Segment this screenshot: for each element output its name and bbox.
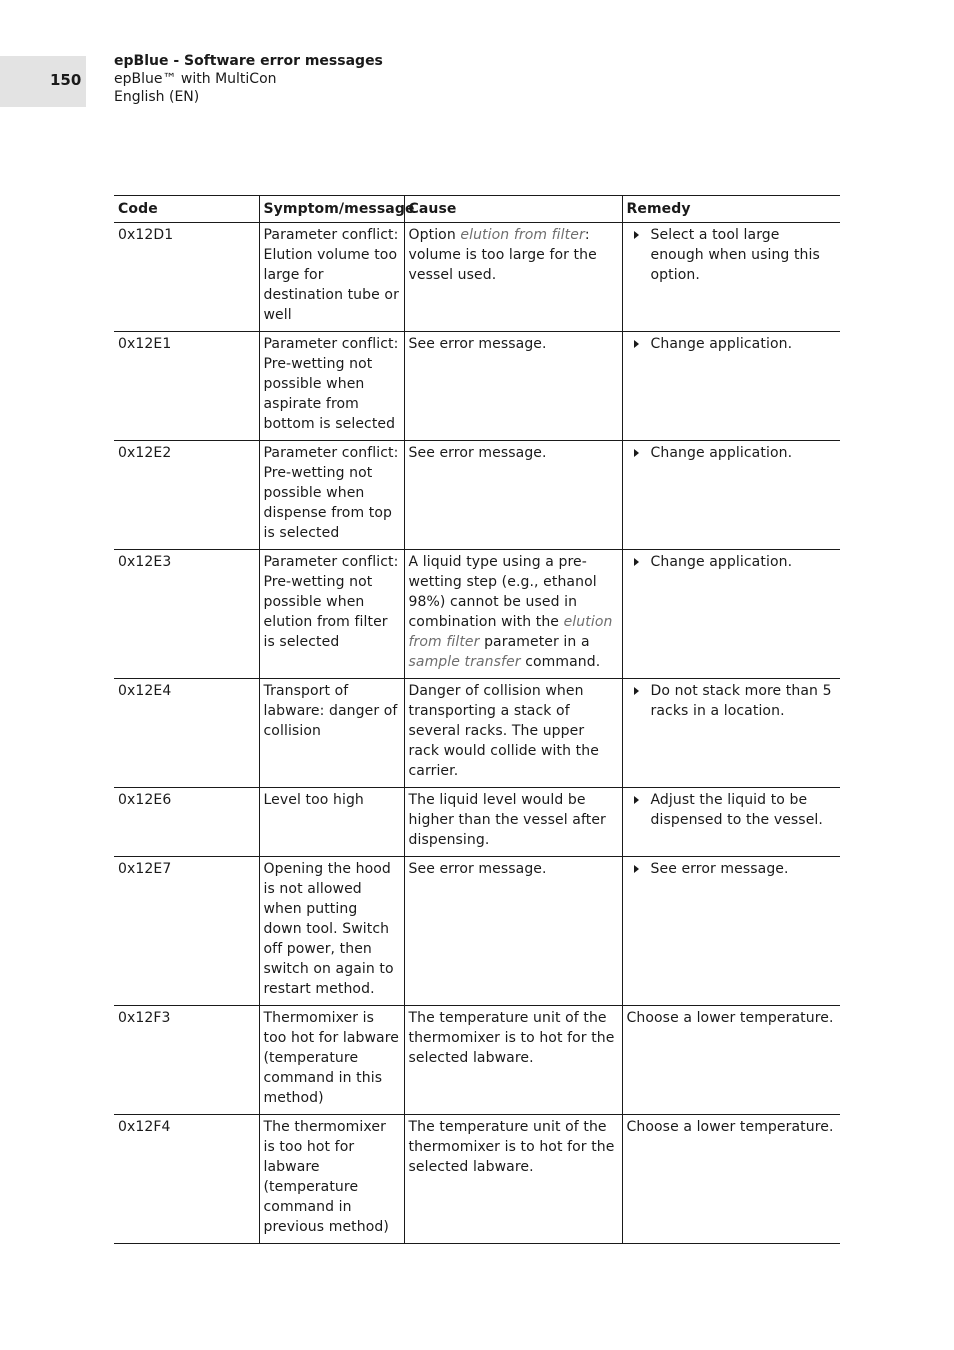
remedy-text: Adjust the liquid to be dispensed to the vessel.: [650, 792, 823, 828]
cause-cell: [404, 857, 622, 1006]
remedy-cell: [622, 788, 840, 857]
remedy-text: Change application.: [650, 336, 793, 352]
error-code-cell: 0x12F3: [114, 1006, 259, 1115]
symptom-cell: Transport of labware: danger of collision: [259, 679, 404, 788]
remedy-cell: [622, 679, 840, 788]
table-row: [114, 223, 840, 332]
cause-text: The liquid level would be higher than the vessel after dispensing.: [408, 792, 606, 848]
error-code-cell: 0x12E2: [114, 441, 259, 550]
table-row: [114, 1115, 840, 1244]
column-header-code: Code: [114, 196, 259, 223]
table-row: [114, 857, 840, 1006]
remedy-text: Change application.: [650, 554, 793, 570]
triangle-bullet-icon: [634, 449, 639, 457]
header-language: English (EN): [114, 89, 200, 105]
remedy-cell: [622, 223, 840, 332]
cause-cell: [404, 223, 622, 332]
error-code-cell: 0x12E6: [114, 788, 259, 857]
remedy-text: Do not stack more than 5 racks in a location.: [650, 683, 832, 719]
table-row: [114, 550, 840, 679]
cause-text: See error message.: [408, 861, 547, 877]
remedy-step: [627, 790, 837, 830]
column-header-cause: Cause: [404, 196, 622, 223]
cause-cell: [404, 679, 622, 788]
cause-text: The temperature unit of the thermomixer is to hot for the selected labware.: [408, 1010, 615, 1066]
error-messages-table: [114, 195, 840, 1244]
triangle-bullet-icon: [634, 558, 639, 566]
remedy-cell: [622, 857, 840, 1006]
triangle-bullet-icon: [634, 865, 639, 873]
symptom-cell: Thermomixer is too hot for labware (temperature command in this method): [259, 1006, 404, 1115]
remedy-cell: Choose a lower temperature.: [622, 1115, 840, 1244]
table-row: [114, 788, 840, 857]
running-header: [114, 52, 383, 106]
cause-text: Option: [408, 227, 461, 243]
error-code-cell: 0x12E4: [114, 679, 259, 788]
remedy-step: [627, 681, 837, 721]
remedy-cell: Choose a lower temperature.: [622, 1006, 840, 1115]
triangle-bullet-icon: [634, 231, 639, 239]
column-header-symptom: Symptom/message: [259, 196, 404, 223]
symptom-cell: Opening the hood is not allowed when putting down tool. Switch off power, then switch on again to restart method.: [259, 857, 404, 1006]
table-row: [114, 1006, 840, 1115]
cause-parameter-term: sample transfer: [408, 654, 521, 670]
triangle-bullet-icon: [634, 687, 639, 695]
cause-text: : volume is too large for the vessel used.: [408, 227, 597, 283]
triangle-bullet-icon: [634, 340, 639, 348]
cause-text: See error message.: [408, 336, 547, 352]
remedy-text: See error message.: [650, 861, 789, 877]
cause-text: A liquid type using a pre-wetting step (e.g., ethanol 98%) cannot be used in combination with the: [408, 554, 597, 630]
error-code-cell: 0x12E3: [114, 550, 259, 679]
remedy-cell: [622, 550, 840, 679]
symptom-cell: Level too high: [259, 788, 404, 857]
cause-parameter-term: elution from filter: [460, 227, 585, 243]
cause-text: See error message.: [408, 445, 547, 461]
cause-cell: [404, 332, 622, 441]
error-code-cell: 0x12D1: [114, 223, 259, 332]
remedy-step: [627, 225, 837, 285]
remedy-text: Select a tool large enough when using this option.: [650, 227, 820, 283]
page-number: 150: [50, 71, 82, 89]
header-title: epBlue - Software error messages: [114, 53, 383, 69]
remedy-step: [627, 443, 837, 463]
cause-parameter-term: elution from filter: [408, 614, 613, 650]
error-code-cell: 0x12F4: [114, 1115, 259, 1244]
remedy-step: [627, 334, 837, 354]
cause-cell: [404, 788, 622, 857]
cause-text: Danger of collision when transporting a stack of several racks. The upper rack would collide with the carrier.: [408, 683, 599, 779]
cause-text: parameter in a: [479, 634, 590, 650]
cause-cell: [404, 1115, 622, 1244]
remedy-step: [627, 552, 837, 572]
symptom-cell: Parameter conflict: Elution volume too large for destination tube or well: [259, 223, 404, 332]
cause-text: The temperature unit of the thermomixer is to hot for the selected labware.: [408, 1119, 615, 1175]
remedy-step: [627, 859, 837, 879]
table-row: [114, 441, 840, 550]
cause-cell: [404, 441, 622, 550]
table-header-row: [114, 196, 840, 223]
symptom-cell: Parameter conflict: Pre-wetting not possible when aspirate from bottom is selected: [259, 332, 404, 441]
triangle-bullet-icon: [634, 796, 639, 804]
header-subtitle: epBlue™ with MultiCon: [114, 71, 277, 87]
error-code-cell: 0x12E7: [114, 857, 259, 1006]
table-body: [114, 223, 840, 1244]
remedy-cell: [622, 332, 840, 441]
cause-cell: [404, 1006, 622, 1115]
symptom-cell: Parameter conflict: Pre-wetting not possible when dispense from top is selected: [259, 441, 404, 550]
table-row: [114, 679, 840, 788]
column-header-remedy: Remedy: [622, 196, 840, 223]
remedy-cell: [622, 441, 840, 550]
remedy-text: Change application.: [650, 445, 793, 461]
cause-text: command.: [520, 654, 601, 670]
error-code-cell: 0x12E1: [114, 332, 259, 441]
cause-cell: [404, 550, 622, 679]
symptom-cell: Parameter conflict: Pre-wetting not possible when elution from filter is selected: [259, 550, 404, 679]
symptom-cell: The thermomixer is too hot for labware (temperature command in previous method): [259, 1115, 404, 1244]
table-row: [114, 332, 840, 441]
